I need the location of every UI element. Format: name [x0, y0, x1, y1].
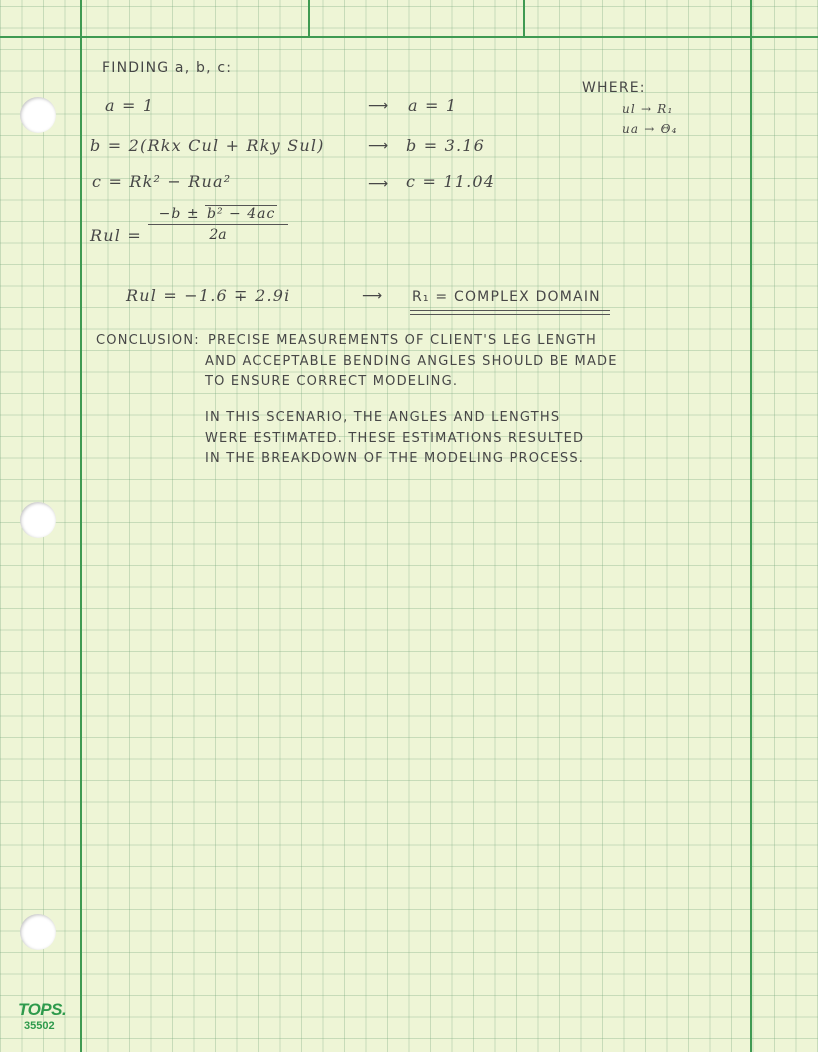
- conclusion-line-6: IN THE BREAKDOWN OF THE MODELING PROCESS.: [205, 451, 585, 466]
- heading: FINDING a, b, c:: [102, 60, 233, 76]
- eq-c-right: c = 11.04: [406, 172, 496, 191]
- conclusion-label: CONCLUSION:: [96, 333, 200, 348]
- eq-b-left: b = 2(Rkx Cul + Rky Sul): [90, 136, 325, 155]
- conclusion-line-1: PRECISE MEASUREMENTS OF CLIENT'S LEG LENGTH: [208, 333, 598, 348]
- arrow-a: ⟶: [368, 98, 390, 114]
- eq-c-left: c = Rk² − Rua²: [92, 172, 232, 191]
- fraction-numerator: [148, 206, 288, 225]
- numerator-prefix: −b ±: [158, 206, 205, 222]
- eq-b-right: b = 3.16: [406, 136, 486, 155]
- header-divider-2: [523, 0, 525, 37]
- eq-a-right: a = 1: [408, 96, 458, 115]
- binder-hole-top: [20, 97, 56, 133]
- left-margin-rule: [80, 0, 82, 1052]
- where-line-2: ua → Θ₄: [622, 122, 678, 136]
- eq-r-left: Rul =: [90, 226, 142, 245]
- quadratic-fraction: [148, 206, 288, 243]
- tops-logo: [18, 1000, 66, 1032]
- conclusion-line-5: WERE ESTIMATED. THESE ESTIMATIONS RESULTED: [205, 431, 585, 446]
- fraction-denominator: 2a: [209, 227, 227, 243]
- eq-result-left: Rul = −1.6 ∓ 2.9i: [126, 286, 291, 305]
- result-underline-1: [410, 310, 610, 311]
- arrow-b: ⟶: [368, 138, 390, 154]
- header-divider-1: [308, 0, 310, 37]
- where-line-1: ul → R₁: [622, 102, 674, 116]
- conclusion-line-3: TO ENSURE CORRECT MODELING.: [205, 374, 459, 389]
- arrow-c: ⟶: [368, 176, 390, 192]
- binder-hole-bottom: [20, 914, 56, 950]
- logo-brand: TOPS.: [18, 1000, 67, 1019]
- where-title: WHERE:: [582, 80, 646, 96]
- conclusion-line-2: AND ACCEPTABLE BENDING ANGLES SHOULD BE MADE: [205, 354, 618, 369]
- conclusion-line-4: IN THIS SCENARIO, THE ANGLES AND LENGTHS: [205, 410, 561, 425]
- eq-a-left: a = 1: [105, 96, 155, 115]
- eq-result-right: R₁ = COMPLEX DOMAIN: [412, 289, 601, 305]
- arrow-result: ⟶: [362, 288, 384, 304]
- binder-hole-middle: [20, 502, 56, 538]
- logo-code: 35502: [24, 1020, 55, 1032]
- result-underline-2: [410, 314, 610, 315]
- square-root: b² − 4ac: [207, 206, 276, 222]
- right-margin-rule: [750, 0, 752, 1052]
- top-margin-rule: [0, 36, 818, 38]
